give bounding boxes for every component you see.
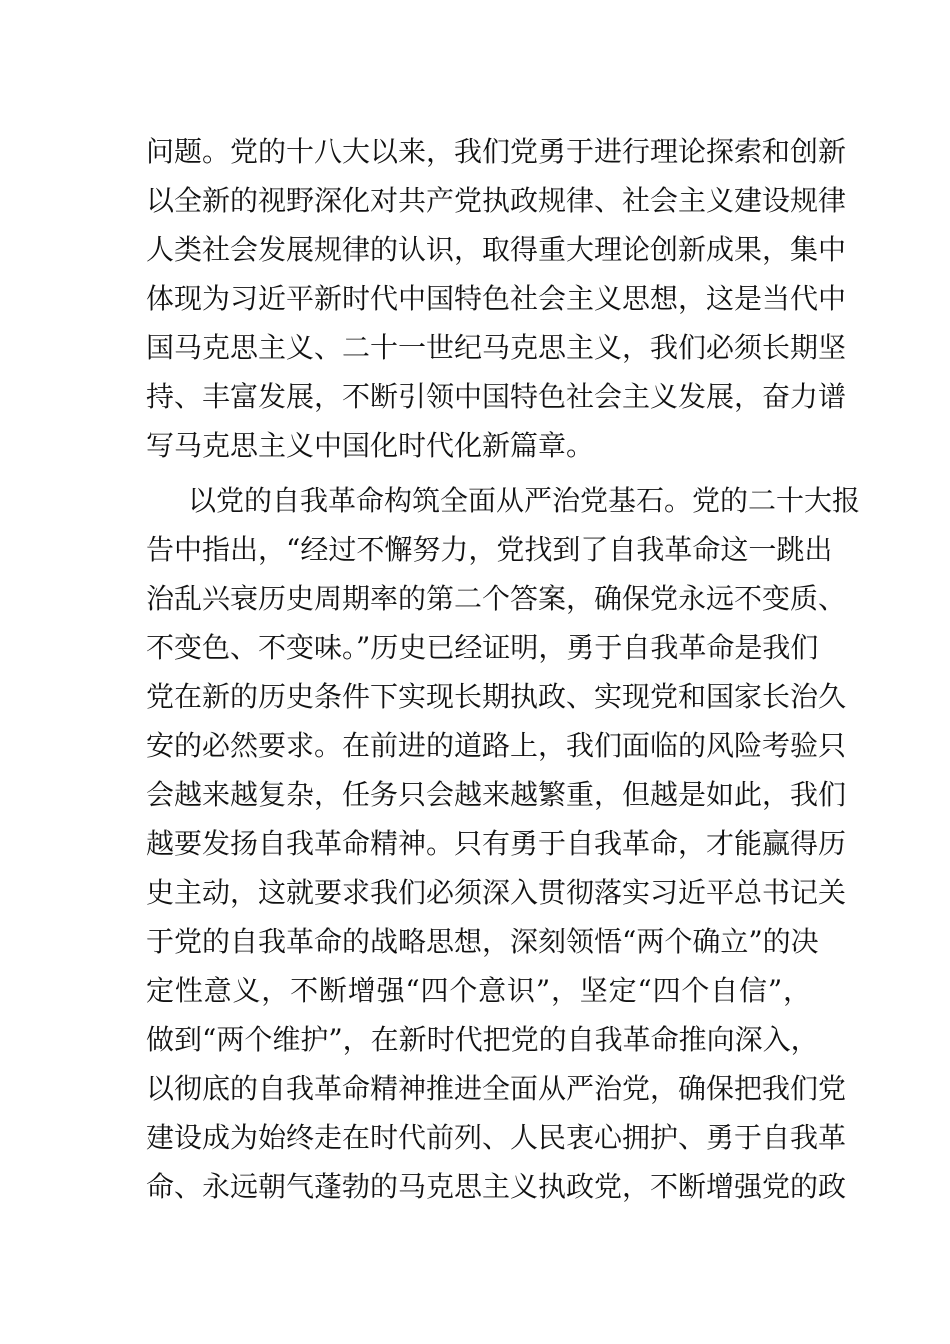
text-line: 人类社会发展规律的认识，取得重大理论创新成果，集中 — [146, 233, 847, 266]
paragraph-heading-line: 以党的自我革命构筑全面从严治党基石。党的二十大报 — [188, 484, 861, 517]
text-line: 史主动，这就要求我们必须深入贯彻落实习近平总书记关 — [146, 876, 847, 909]
text-line: 治乱兴衰历史周期率的第二个答案，确保党永远不变质、 — [146, 582, 847, 615]
text-line: 不变色、不变味。”历史已经证明，勇于自我革命是我们 — [146, 631, 819, 664]
text-line: 建设成为始终走在时代前列、人民衷心拥护、勇于自我革 — [146, 1121, 847, 1154]
text-line: 告中指出，“经过不懈努力，党找到了自我革命这一跳出 — [146, 533, 833, 566]
text-line: 党在新的历史条件下实现长期执政、实现党和国家长治久 — [146, 680, 847, 713]
text-line: 做到“两个维护”，在新时代把党的自我革命推向深入， — [146, 1023, 819, 1056]
text-line: 定性意义，不断增强“四个意识”，坚定“四个自信”， — [146, 974, 811, 1007]
text-line: 以全新的视野深化对共产党执政规律、社会主义建设规律 — [146, 184, 847, 217]
text-line: 体现为习近平新时代中国特色社会主义思想，这是当代中 — [146, 282, 847, 315]
text-line: 越要发扬自我革命精神。只有勇于自我革命，才能赢得历 — [146, 827, 847, 860]
text-line: 持、丰富发展，不断引领中国特色社会主义发展，奋力谱 — [146, 380, 847, 413]
text-line: 写马克思主义中国化时代化新篇章。 — [146, 429, 595, 462]
text-line: 命、永远朝气蓬勃的马克思主义执政党，不断增强党的政 — [146, 1170, 847, 1203]
text-line: 以彻底的自我革命精神推进全面从严治党，确保把我们党 — [146, 1072, 847, 1105]
text-line: 于党的自我革命的战略思想，深刻领悟“两个确立”的决 — [146, 925, 819, 958]
text-line: 会越来越复杂，任务只会越来越繁重，但越是如此，我们 — [146, 778, 847, 811]
text-line: 问题。党的十八大以来，我们党勇于进行理论探索和创新 — [146, 135, 847, 168]
text-line: 国马克思主义、二十一世纪马克思主义，我们必须长期坚 — [146, 331, 847, 364]
text-line: 安的必然要求。在前进的道路上，我们面临的风险考验只 — [146, 729, 847, 762]
